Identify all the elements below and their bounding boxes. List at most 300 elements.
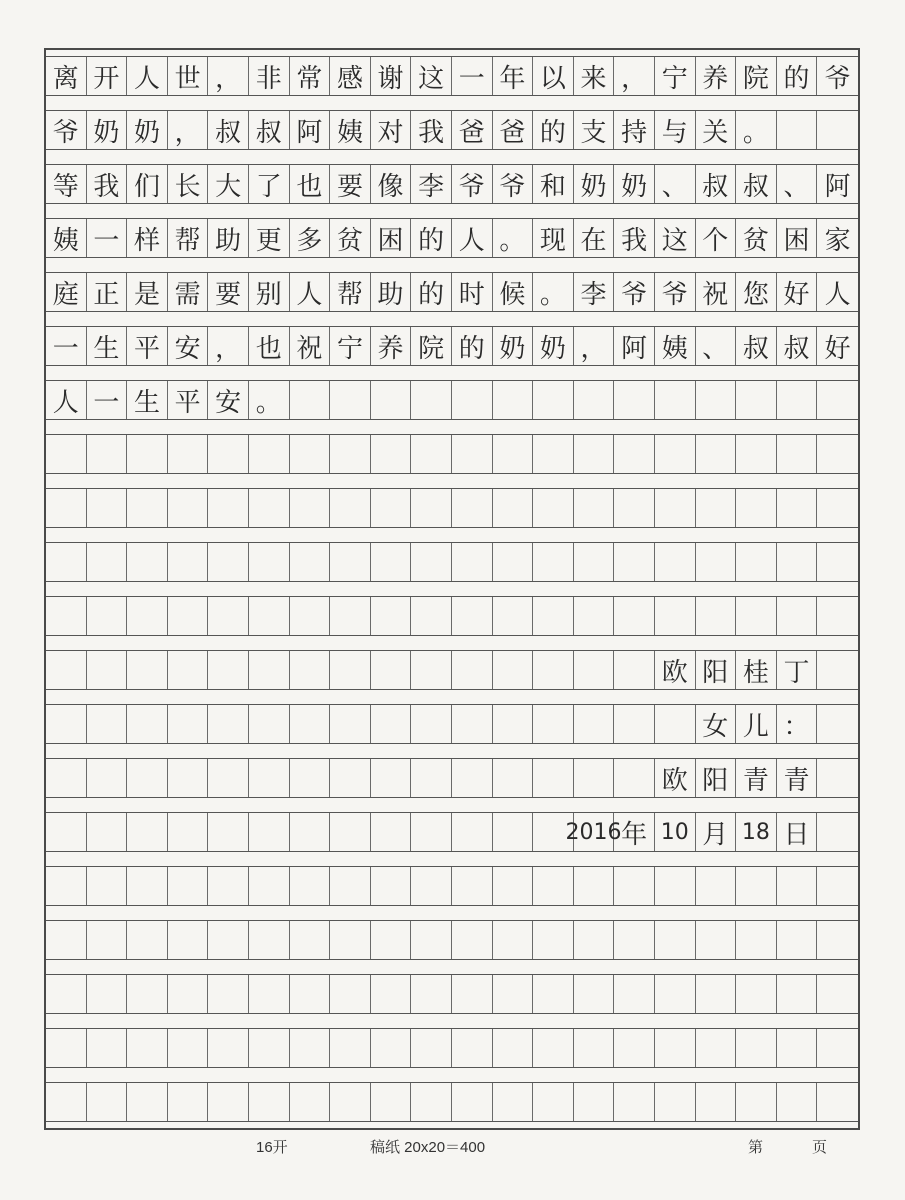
grid-cell: 多 xyxy=(290,219,331,257)
grid-cell: 年 xyxy=(614,813,655,851)
grid-cell xyxy=(371,489,412,527)
grid-cell xyxy=(411,651,452,689)
grid-cell xyxy=(574,759,615,797)
grid-cell: 的 xyxy=(533,111,574,149)
grid-cell xyxy=(46,435,87,473)
grid-cell xyxy=(574,1083,615,1121)
grid-cell: 要 xyxy=(208,273,249,311)
grid-cell xyxy=(452,1029,493,1067)
grid-cell xyxy=(208,759,249,797)
grid-cell xyxy=(168,813,209,851)
grid-cell xyxy=(87,489,128,527)
grid-cell: 奶 xyxy=(614,165,655,203)
grid-cell xyxy=(696,435,737,473)
grid-cell: 时 xyxy=(452,273,493,311)
grid-cell xyxy=(736,975,777,1013)
grid-cell xyxy=(736,867,777,905)
grid-cell xyxy=(290,759,331,797)
grid-cell xyxy=(290,813,331,851)
grid-cell xyxy=(168,435,209,473)
grid-cell xyxy=(330,705,371,743)
grid-cell xyxy=(46,921,87,959)
grid-cell xyxy=(655,975,696,1013)
grid-cell: ， xyxy=(208,57,249,95)
grid-cell xyxy=(533,975,574,1013)
grid-cell xyxy=(452,975,493,1013)
grid-cell xyxy=(696,597,737,635)
grid-cell xyxy=(290,921,331,959)
grid-cell: 日 xyxy=(777,813,818,851)
grid-cell: 爷 xyxy=(614,273,655,311)
grid-cell: 家 xyxy=(824,225,851,256)
grid-cell xyxy=(696,1029,737,1067)
page-prefix-label: 第 xyxy=(748,1139,764,1156)
grid-cell xyxy=(290,597,331,635)
grid-cell xyxy=(452,489,493,527)
grid-cell xyxy=(290,381,331,419)
grid-cell: 奶 xyxy=(574,165,615,203)
grid-cell xyxy=(696,543,737,581)
grid-cell xyxy=(411,867,452,905)
grid-cell: 也 xyxy=(249,327,290,365)
grid-cell xyxy=(736,381,777,419)
grid-cell: ： xyxy=(777,705,818,743)
grid-cell xyxy=(493,489,534,527)
grid-cell xyxy=(46,597,87,635)
grid-cell: 阳 xyxy=(696,759,737,797)
grid-cell xyxy=(168,597,209,635)
grid-cell xyxy=(777,921,818,959)
grid-cell: 桂 xyxy=(736,651,777,689)
grid-cell xyxy=(208,705,249,743)
grid-cell: 叔 xyxy=(736,327,777,365)
grid-cell: ， xyxy=(168,111,209,149)
grid-cell: 现 xyxy=(533,219,574,257)
grid-cell xyxy=(533,759,574,797)
grid-cell xyxy=(87,921,128,959)
grid-cell: 院 xyxy=(736,57,777,95)
grid-cell xyxy=(817,975,858,1013)
grid-cell xyxy=(249,543,290,581)
grid-cell xyxy=(168,1083,209,1121)
grid-cell xyxy=(452,867,493,905)
grid-cell xyxy=(46,705,87,743)
grid-cell xyxy=(371,597,412,635)
grid-cell xyxy=(452,381,493,419)
grid-cell xyxy=(533,435,574,473)
grid-cell xyxy=(208,489,249,527)
grid-cell: 以 xyxy=(533,57,574,95)
grid-cell xyxy=(330,813,371,851)
grid-cell xyxy=(452,543,493,581)
grid-cell xyxy=(411,597,452,635)
grid-cell: 。 xyxy=(736,111,777,149)
grid-cell xyxy=(777,435,818,473)
grid-cell xyxy=(87,543,128,581)
grid-cell: 开 xyxy=(87,57,128,95)
grid-cell xyxy=(330,489,371,527)
grid-cell: 宁 xyxy=(655,57,696,95)
grid-cell: 阿 xyxy=(824,171,851,202)
grid-cell: 。 xyxy=(249,381,290,419)
grid-cell xyxy=(87,867,128,905)
manuscript-row xyxy=(46,596,858,636)
grid-cell xyxy=(452,1083,493,1121)
grid-cell xyxy=(614,1029,655,1067)
grid-cell xyxy=(452,597,493,635)
grid-cell xyxy=(452,651,493,689)
grid-cell xyxy=(371,435,412,473)
grid-cell xyxy=(330,921,371,959)
grid-cell xyxy=(614,651,655,689)
grid-cell xyxy=(371,1029,412,1067)
grid-cell: 谢 xyxy=(371,57,412,95)
grid-cell xyxy=(168,489,209,527)
grid-cell xyxy=(614,759,655,797)
grid-cell xyxy=(736,1083,777,1121)
grid-cell: 女 xyxy=(696,705,737,743)
grid-cell xyxy=(411,705,452,743)
grid-cell xyxy=(614,435,655,473)
manuscript-row xyxy=(46,488,858,528)
grid-cell xyxy=(249,867,290,905)
grid-cell: 支 xyxy=(574,111,615,149)
grid-cell xyxy=(696,867,737,905)
grid-cell: 个 xyxy=(696,219,737,257)
grid-cell xyxy=(777,543,818,581)
grid-cell xyxy=(736,597,777,635)
grid-cell: 安 xyxy=(168,327,209,365)
grid-cell xyxy=(87,597,128,635)
grid-cell: 爷 xyxy=(824,63,851,94)
page-suffix-label: 页 xyxy=(812,1139,828,1156)
grid-cell xyxy=(614,597,655,635)
grid-cell xyxy=(777,1029,818,1067)
manuscript-row xyxy=(46,56,858,96)
grid-cell xyxy=(208,597,249,635)
grid-cell xyxy=(817,489,858,527)
grid-cell xyxy=(249,435,290,473)
grid-cell: 姨 xyxy=(330,111,371,149)
grid-cell xyxy=(736,921,777,959)
grid-cell: 需 xyxy=(168,273,209,311)
grid-cell xyxy=(817,813,858,851)
grid-cell xyxy=(736,435,777,473)
manuscript-row xyxy=(46,380,858,420)
grid-cell xyxy=(817,435,858,473)
grid-cell xyxy=(290,975,331,1013)
grid-cell xyxy=(168,921,209,959)
grid-cell xyxy=(817,111,858,149)
grid-cell: 18 xyxy=(736,813,777,851)
grid-cell: 丁 xyxy=(777,651,818,689)
manuscript-row xyxy=(46,218,858,258)
grid-cell xyxy=(574,1029,615,1067)
grid-cell xyxy=(777,489,818,527)
grid-cell xyxy=(655,867,696,905)
grid-cell xyxy=(817,867,858,905)
grid-cell: 阿 xyxy=(614,327,655,365)
grid-cell xyxy=(46,1029,87,1067)
grid-cell xyxy=(655,381,696,419)
grid-cell xyxy=(736,489,777,527)
grid-cell: 叔 xyxy=(249,111,290,149)
grid-cell xyxy=(371,381,412,419)
grid-cell xyxy=(493,975,534,1013)
grid-cell xyxy=(127,543,168,581)
grid-cell: 爸 xyxy=(493,111,534,149)
grid-cell xyxy=(168,651,209,689)
grid-cell: 等 xyxy=(46,165,87,203)
manuscript-row xyxy=(46,110,858,150)
grid-cell xyxy=(493,759,534,797)
grid-cell: 2016 xyxy=(574,813,615,851)
grid-cell xyxy=(330,1029,371,1067)
grid-cell xyxy=(411,543,452,581)
grid-cell xyxy=(493,1029,534,1067)
grid-cell xyxy=(411,489,452,527)
grid-cell xyxy=(371,975,412,1013)
grid-cell xyxy=(696,1083,737,1121)
grid-cell xyxy=(574,705,615,743)
grid-cell xyxy=(452,921,493,959)
grid-cell xyxy=(452,813,493,851)
grid-cell: 离 xyxy=(46,57,87,95)
grid-cell xyxy=(817,759,858,797)
grid-cell xyxy=(330,543,371,581)
grid-cell xyxy=(168,543,209,581)
grid-cell: 感 xyxy=(330,57,371,95)
manuscript-row xyxy=(46,542,858,582)
grid-cell xyxy=(127,867,168,905)
grid-cell xyxy=(46,543,87,581)
grid-cell xyxy=(168,705,209,743)
grid-cell xyxy=(574,381,615,419)
grid-cell: 生 xyxy=(127,381,168,419)
grid-cell xyxy=(736,543,777,581)
grid-cell xyxy=(208,921,249,959)
grid-cell xyxy=(574,489,615,527)
grid-cell xyxy=(46,813,87,851)
grid-cell: 阳 xyxy=(696,651,737,689)
grid-cell xyxy=(533,489,574,527)
grid-cell xyxy=(330,759,371,797)
grid-cell xyxy=(290,1083,331,1121)
grid-cell: 祝 xyxy=(290,327,331,365)
grid-cell: 的 xyxy=(777,57,818,95)
grid-cell: 和 xyxy=(533,165,574,203)
grid-cell: 的 xyxy=(411,273,452,311)
grid-cell: 年 xyxy=(493,57,534,95)
manuscript-row xyxy=(46,272,858,312)
grid-cell xyxy=(655,1083,696,1121)
grid-cell xyxy=(330,867,371,905)
sheet-footer xyxy=(0,1136,905,1160)
grid-cell xyxy=(493,543,534,581)
paper-size-label: 16开 xyxy=(256,1139,288,1156)
grid-cell xyxy=(249,489,290,527)
grid-cell xyxy=(574,435,615,473)
grid-cell: 叔 xyxy=(208,111,249,149)
grid-cell: 10 xyxy=(655,813,696,851)
grid-cell xyxy=(777,975,818,1013)
grid-cell xyxy=(452,705,493,743)
grid-cell xyxy=(87,1083,128,1121)
grid-cell: 长 xyxy=(168,165,209,203)
grid-cell xyxy=(493,597,534,635)
grid-cell xyxy=(533,651,574,689)
grid-cell xyxy=(493,1083,534,1121)
grid-cell xyxy=(208,435,249,473)
grid-cell xyxy=(87,435,128,473)
grid-cell xyxy=(168,759,209,797)
grid-cell: 李 xyxy=(411,165,452,203)
grid-cell xyxy=(452,759,493,797)
grid-cell xyxy=(208,1029,249,1067)
grid-cell: 关 xyxy=(696,111,737,149)
grid-cell: 爸 xyxy=(452,111,493,149)
manuscript-row xyxy=(46,434,858,474)
grid-cell: 要 xyxy=(330,165,371,203)
grid-cell: 样 xyxy=(127,219,168,257)
grid-cell xyxy=(249,597,290,635)
grid-cell: 帮 xyxy=(330,273,371,311)
grid-cell xyxy=(127,975,168,1013)
grid-cell: 候 xyxy=(493,273,534,311)
grid-cell: 与 xyxy=(655,111,696,149)
grid-cell: ， xyxy=(208,327,249,365)
grid-cell: 好 xyxy=(777,273,818,311)
grid-cell: 宁 xyxy=(330,327,371,365)
grid-cell: 奶 xyxy=(533,327,574,365)
grid-cell xyxy=(46,651,87,689)
grid-cell xyxy=(533,597,574,635)
grid-cell xyxy=(411,1029,452,1067)
manuscript-row xyxy=(46,1028,858,1068)
grid-cell: 青 xyxy=(777,759,818,797)
grid-cell xyxy=(127,651,168,689)
grid-cell: 非 xyxy=(249,57,290,95)
grid-cell xyxy=(614,543,655,581)
grid-cell: 大 xyxy=(208,165,249,203)
grid-cell xyxy=(371,651,412,689)
grid-cell xyxy=(493,381,534,419)
grid-cell xyxy=(249,1083,290,1121)
grid-cell xyxy=(371,759,412,797)
grid-cell xyxy=(411,813,452,851)
grid-cell: 们 xyxy=(127,165,168,203)
grid-cell xyxy=(208,1083,249,1121)
grid-cell xyxy=(249,705,290,743)
grid-cell xyxy=(614,381,655,419)
grid-cell: 困 xyxy=(777,219,818,257)
grid-cell xyxy=(533,867,574,905)
grid-cell: 帮 xyxy=(168,219,209,257)
grid-cell xyxy=(777,867,818,905)
grid-cell xyxy=(208,867,249,905)
grid-cell: 持 xyxy=(614,111,655,149)
grid-cell xyxy=(614,1083,655,1121)
grid-cell: 来 xyxy=(574,57,615,95)
paper-spec-label: 稿纸 20x20＝400 xyxy=(370,1139,486,1156)
manuscript-row xyxy=(46,812,858,852)
grid-cell xyxy=(655,597,696,635)
grid-cell: 庭 xyxy=(46,273,87,311)
grid-cell xyxy=(655,543,696,581)
grid-cell: 一 xyxy=(87,381,128,419)
grid-cell xyxy=(655,921,696,959)
grid-cell: 的 xyxy=(411,219,452,257)
grid-cell: 姨 xyxy=(46,219,87,257)
grid-cell: 这 xyxy=(411,57,452,95)
grid-cell: 常 xyxy=(290,57,331,95)
grid-cell: 人 xyxy=(127,57,168,95)
grid-cell xyxy=(127,1029,168,1067)
grid-cell xyxy=(574,651,615,689)
grid-cell: 是 xyxy=(127,273,168,311)
grid-cell xyxy=(249,921,290,959)
grid-cell: 困 xyxy=(371,219,412,257)
grid-cell xyxy=(127,1083,168,1121)
grid-cell: 。 xyxy=(493,219,534,257)
grid-cell: 姨 xyxy=(655,327,696,365)
manuscript-grid xyxy=(44,48,860,1130)
grid-cell xyxy=(493,921,534,959)
grid-cell: 青 xyxy=(736,759,777,797)
grid-cell: 正 xyxy=(87,273,128,311)
grid-cell xyxy=(87,651,128,689)
grid-cell: 安 xyxy=(208,381,249,419)
grid-cell: 我 xyxy=(87,165,128,203)
grid-cell: 助 xyxy=(371,273,412,311)
grid-cell xyxy=(330,597,371,635)
grid-cell xyxy=(290,543,331,581)
manuscript-row xyxy=(46,326,858,366)
grid-cell xyxy=(533,921,574,959)
grid-cell: 一 xyxy=(87,219,128,257)
grid-cell xyxy=(574,867,615,905)
grid-cell xyxy=(87,813,128,851)
grid-cell xyxy=(533,705,574,743)
grid-cell xyxy=(330,1083,371,1121)
grid-cell: 贫 xyxy=(736,219,777,257)
grid-cell xyxy=(452,435,493,473)
manuscript-row xyxy=(46,650,858,690)
grid-cell: 爷 xyxy=(452,165,493,203)
grid-cell: 爷 xyxy=(46,111,87,149)
grid-cell: ， xyxy=(574,327,615,365)
grid-cell xyxy=(46,489,87,527)
grid-cell xyxy=(127,813,168,851)
grid-cell xyxy=(817,921,858,959)
grid-cell xyxy=(817,1029,858,1067)
grid-cell xyxy=(249,651,290,689)
grid-cell xyxy=(330,435,371,473)
grid-cell xyxy=(817,381,858,419)
grid-cell xyxy=(208,975,249,1013)
grid-cell: 您 xyxy=(736,273,777,311)
grid-cell: 更 xyxy=(249,219,290,257)
grid-cell xyxy=(290,705,331,743)
grid-cell xyxy=(127,489,168,527)
grid-cell xyxy=(168,1029,209,1067)
grid-cell xyxy=(574,597,615,635)
grid-cell xyxy=(696,975,737,1013)
grid-cell xyxy=(817,597,858,635)
grid-cell xyxy=(696,921,737,959)
grid-cell xyxy=(127,705,168,743)
grid-cell xyxy=(696,489,737,527)
